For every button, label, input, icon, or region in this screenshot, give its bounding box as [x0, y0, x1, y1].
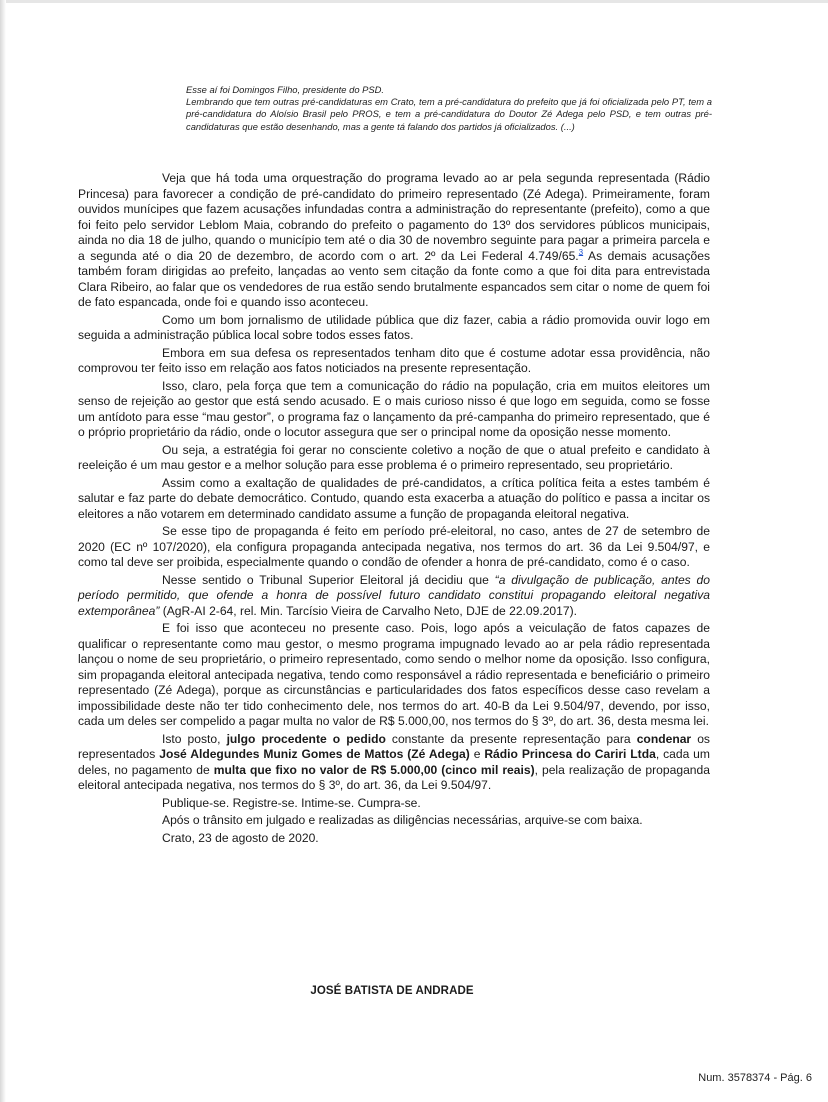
paragraph-text: Veja que há toda uma orquestração do programa levado ao ar pela segunda representada (Rádio Princesa) para favorecer a condição de pré-candidato do primeiro representado (Zé Adega). Primeiramente, foram ouvidos munícipes que fazem acusações infundadas contra a administração do representante (prefeito), como a que foi feito pelo servidor Leblom Maia, cobrando do prefeito o pagamento do 13º dos servidores públicos municipais, ainda no dia 18 de julho, quando o município tem até o dia 30 de novembro seguinte para pagar a primeira parcela e a segunda até o dia 20 de dezembro, de acordo com o art. 2º da Lei Federal 4.749/65. [78, 171, 710, 263]
page-top-edge [0, 0, 828, 3]
paragraph-text: , pela realização de propaganda eleitoral antecipada negativa, nos termos do § 3º, do art. 36, da Lei 9.504/97. [78, 762, 710, 792]
ruling-emphasis: condenar [636, 731, 692, 746]
quote-line: Lembrando que tem outras pré-candidaturas em Crato, tem a pré-candidatura do prefeito que já foi oficializada pelo PT, tem a pré-candidatura do Aloísio Brasil pelo PROS, e tem a pré-candidatura do Doutor Zé Adega pelo PSD, e tem outras pré-candidaturas que estão desenhando, mas a gente tá falando dos partidos já oficializados. (...) [186, 96, 712, 132]
party-name: José Aldegundes Muniz Gomes de Mattos (Zé Adega) [159, 747, 470, 761]
party-name: Rádio Princesa do Cariri Ltda [484, 747, 656, 761]
paragraph [78, 171, 710, 311]
date-line: Crato, 23 de agosto de 2020. [162, 830, 319, 845]
decision-body [78, 171, 710, 848]
paragraph: Embora em sua defesa os representados tenham dito que é costume adotar essa providência, não comprovou ter feito isso em relação aos fatos noticiados na presente representação. [78, 345, 710, 375]
paragraph: Se esse tipo de propaganda é feito em período pré-eleitoral, no caso, antes de 27 de setembro de 2020 (EC nº 107/2020), ela configura propaganda antecipada negativa, nos termos do art. 36 da Lei 9.504/97, e como tal deve ser proibida, especialmente quando o condão de ofender a honra de pré-candidato, como é o caso. [78, 524, 710, 569]
paragraph-text: constante da presente representação para [385, 731, 637, 746]
paragraph-text: As demais acusações também foram dirigidas ao prefeito, lançadas ao vento sem citação da fonte como a que foi dita para entrevistada Clara Ribeiro, ao falar que os vendedores de rua estão sendo brutalmente espancados sem citar o nome de quem foi de fato espancada, onde foi e quando isso aconteceu. [78, 248, 710, 309]
fine-amount: multa que fixo no valor de R$ 5.000,00 (cinco mil reais) [213, 762, 535, 777]
page-footer: Num. 3578374 - Pág. 6 [698, 1072, 812, 1084]
paragraph-text: os representados [78, 731, 710, 761]
quote-line: Esse aí foi Domingos Filho, presidente do PSD. [186, 84, 385, 95]
paragraph: Assim como a exaltação de qualidades de pré-candidatos, a crítica política feita a estes também é salutar e faz parte do debate democrático. Contudo, quando esta exacerba a atuação do político e passa a incitar os eleitores a não votarem em determinado candidato assume a função de propaganda eleitoral negativa. [78, 475, 710, 521]
footnote-link[interactable]: 3 [578, 247, 584, 257]
jurisprudence-quote: “a divulgação de publicação, antes do período permitido, que ofende a honra de possível futuro candidato constitui propagando eleitoral negativa extemporânea” [78, 572, 710, 618]
paragraph: Como um bom jornalismo de utilidade pública que diz fazer, cabia a rádio promovida ouvir logo em seguida a administração pública local sobre todos esses fatos. [78, 312, 710, 342]
paragraph-text: e [469, 747, 485, 761]
page-left-edge [0, 0, 6, 1102]
closing-line: Publique-se. Registre-se. Intime-se. Cumpra-se. [162, 795, 421, 810]
paragraph-text: Nesse sentido o Tribunal Superior Eleitoral já decidiu que [162, 572, 495, 587]
judge-signature: JOSÉ BATISTA DE ANDRADE [310, 985, 474, 997]
paragraph-text: Isto posto, [162, 731, 227, 746]
paragraph: Ou seja, a estratégia foi gerar no consciente coletivo a noção de que o atual prefeito e candidato à reeleição é um mau gestor e a melhor solução para esse problema é o primeiro representado, seu proprietário. [78, 442, 710, 472]
paragraph: E foi isso que aconteceu no presente caso. Pois, logo após a veiculação de fatos capazes de qualificar o representante como mau gestor, o mesmo programa impugnado levado ao ar pela rádio representada lançou o nome de seu proprietário, o primeiro representado, como sendo o melhor nome da oposição. Isso configura, sim propaganda eleitoral antecipada negativa, tendo como responsável a rádio representada e beneficiário o primeiro representado (Zé Adega), porque as circunstâncias e particularidades dos fatos específicos desse caso revelam a impossibilidade deste não ter tido conhecimento dele, nos termos do art. 40-B da Lei 9.504/97, devendo, por isso, cada um deles ser compelido a pagar multa no valor de R$ 5.000,00, nos termos do § 3º, do art. 36, desta mesma lei. [78, 621, 710, 728]
paragraph [78, 573, 710, 620]
paragraph: Isso, claro, pela força que tem a comunicação do rádio na população, cria em muitos eleitores um senso de rejeição ao gestor que está sendo acusado. E o mais curioso nisso é que logo em seguida, como se fosse um antídoto para esse “mau gestor”, o programa faz o lançamento da pré-campanha do primeiro representado, que é o próprio proprietário da rádio, onde o locutor assegura que ser o principal nome da oposição nesse momento. [78, 378, 710, 439]
paragraph-text: (AgR-AI 2-64, rel. Min. Tarcísio Vieira de Carvalho Neto, DJE de 22.09.2017). [159, 603, 578, 618]
transcript-quote [186, 84, 712, 133]
ruling-paragraph [78, 732, 710, 794]
paragraph-text: , cada um deles, no pagamento de [78, 747, 710, 777]
ruling-emphasis: julgo procedente o pedido [226, 731, 386, 746]
closing-line: Após o trânsito em julgado e realizadas as diligências necessárias, arquive-se com baixa. [162, 813, 643, 827]
